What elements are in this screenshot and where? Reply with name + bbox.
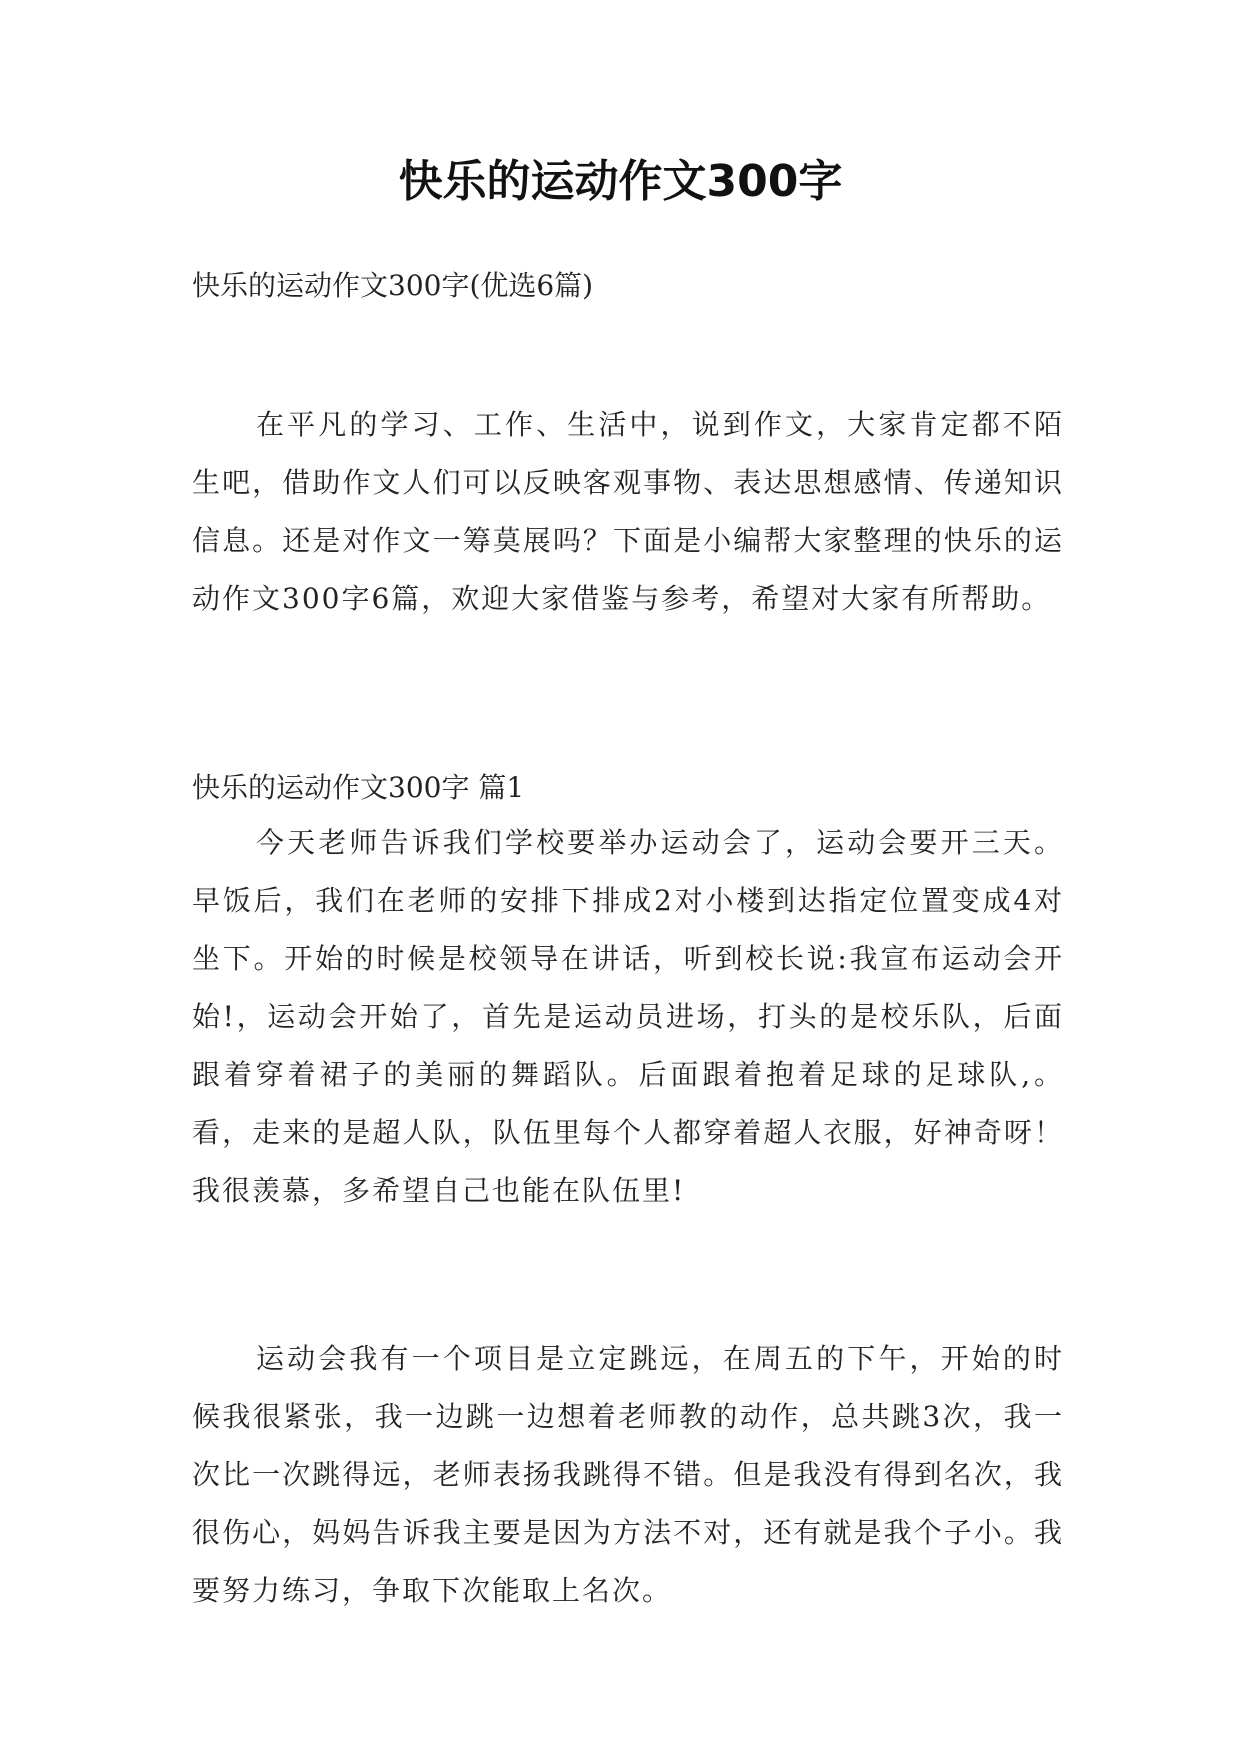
document-subtitle: 快乐的运动作文300字(优选6篇) xyxy=(192,269,594,302)
section-paragraph: 今天老师告诉我们学校要举办运动会了，运动会要开三天。早饭后，我们在老师的安排下排成2对小楼到达指定位置变成4对坐下。开始的时候是校领导在讲话，听到校长说:我宣布运动会开始!，运动会开始了，首先是运动员进场，打头的是校乐队，后面跟着穿着裙子的美丽的舞蹈队。后面跟着抱着足球的足球队,。看，走来的是超人队，队伍里每个人都穿着超人衣服，好神奇呀！我很羡慕，多希望自己也能在队伍里! xyxy=(192,826,1064,1207)
intro-paragraph: 在平凡的学习、工作、生活中，说到作文，大家肯定都不陌生吧，借助作文人们可以反映客观事物、表达思想感情、传递知识信息。还是对作文一筹莫展吗？下面是小编帮大家整理的快乐的运动作文300字6篇，欢迎大家借鉴与参考，希望对大家有所帮助。 xyxy=(192,408,1064,615)
section-paragraph-2: 运动会我有一个项目是立定跳远，在周五的下午，开始的时候我很紧张，我一边跳一边想着老师教的动作，总共跳3次，我一次比一次跳得远，老师表扬我跳得不错。但是我没有得到名次，我很伤心，妈妈告诉我主要是因为方法不对，还有就是我个子小。我要努力练习，争取下次能取上名次。 xyxy=(192,1342,1064,1607)
section-heading: 快乐的运动作文300字 篇1 xyxy=(192,771,525,804)
document-title: 快乐的运动作文300字 xyxy=(398,156,843,207)
